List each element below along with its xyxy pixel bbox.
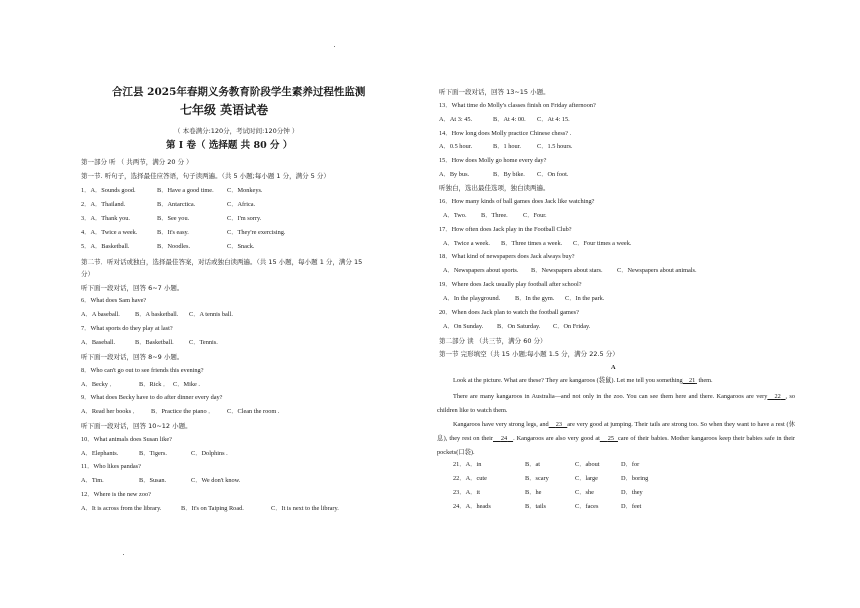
option-c[interactable]: C．In the park.	[565, 295, 605, 302]
option-c[interactable]: C．Africa.	[227, 201, 256, 208]
option-c[interactable]: C．Snack.	[227, 243, 255, 250]
question: 6．What does Sam have?	[81, 297, 147, 304]
passage-label: A	[611, 364, 616, 371]
option-a[interactable]: 2．A．Thailand.	[81, 201, 126, 208]
question: 12．Where is the new zoo?	[81, 491, 151, 498]
option-b[interactable]: B．Newspapers about stars.	[531, 267, 603, 274]
part-heading: 第二部分 读 （共三节，满分 60 分）	[439, 337, 547, 345]
option-a[interactable]: 23．A．it	[453, 489, 480, 496]
option-a[interactable]: A．Read her books ．	[81, 408, 139, 415]
question: 19．Where does Jack usually play football after school?	[439, 281, 582, 288]
passage-text: Look at the picture. What are these? They are kangaroos (袋鼠). Let me tell you something	[453, 377, 683, 384]
passage-text: them.	[696, 377, 713, 384]
speck	[123, 554, 124, 555]
option-c[interactable]: C．faces	[575, 503, 599, 510]
options	[439, 116, 570, 124]
option-a[interactable]: A．Baseball.	[81, 339, 116, 346]
option-a[interactable]: 21．A．in	[453, 461, 482, 468]
passage-text: , so children like to watch them.	[437, 393, 796, 414]
options	[81, 408, 279, 416]
option-a[interactable]: A．Newspapers about sports.	[443, 267, 519, 274]
question: 20．When does Jack plan to watch the football games?	[439, 309, 579, 316]
question: 17．How often does Jack play in the Football Club?	[439, 226, 572, 233]
option-b[interactable]: B．he	[525, 489, 542, 496]
options	[443, 240, 631, 248]
option-a[interactable]: A．Becky ．	[81, 381, 116, 388]
option-c[interactable]: C．Monkeys.	[227, 187, 263, 194]
option-c[interactable]: C．We don't know.	[191, 477, 241, 484]
part-heading: 第一部分 听 （ 共两节，满分 20 分 ）	[81, 158, 193, 166]
option-b[interactable]: B．Rick ．	[139, 381, 170, 388]
blank-22: 22	[774, 393, 781, 400]
option-b[interactable]: B．Practice the piano ．	[151, 408, 215, 415]
option-d[interactable]: D．they	[621, 489, 643, 496]
dialog-instruction: 听下面一段对话，回答 6~7 小题。	[81, 284, 184, 292]
option-b[interactable]: B．A basketball.	[135, 311, 179, 318]
option-a[interactable]: 4．A．Twice a week.	[81, 229, 138, 236]
options	[443, 267, 697, 275]
passage-text: There are many kangaroos in Australia—and not only in the zoo. You can see them here and there. Kangaroos are very	[453, 393, 768, 400]
question-row	[81, 229, 286, 237]
options	[81, 450, 228, 458]
option-a[interactable]: 3．A．Thank you.	[81, 215, 130, 222]
option-a[interactable]: A．Tim.	[81, 477, 104, 484]
option-b[interactable]: B．at	[525, 461, 541, 468]
exam-title: 合江县 2025年春期义务教育阶段学生素养过程性监测	[112, 86, 366, 98]
option-b[interactable]: B．Three times a week.	[501, 240, 563, 247]
option-b[interactable]: B．Susan.	[139, 477, 167, 484]
option-c[interactable]: C．On foot.	[537, 171, 569, 178]
options	[81, 505, 339, 513]
option-c[interactable]: C．large	[575, 475, 598, 482]
options	[81, 339, 218, 347]
option-c[interactable]: C．Newspapers about animals.	[617, 267, 697, 274]
question: 8．Who can't go out to see friends this evening?	[81, 367, 204, 374]
passage-text: Kangaroos have very strong legs, and	[453, 421, 549, 428]
dialog-instruction: 听下面一段对话，回答 13~15 小题。	[439, 88, 550, 96]
passage-paragraph	[437, 374, 795, 388]
option-b[interactable]: B．Tigers.	[139, 450, 167, 457]
options	[81, 477, 240, 485]
option-c[interactable]: C．On Friday.	[553, 323, 591, 330]
section-heading: 第一节 完形填空（共 15 小题;每小题 1.5 分，满分 22.5 分）	[439, 350, 619, 358]
option-a[interactable]: A．A baseball.	[81, 311, 120, 318]
dialog-instruction: 听下面一段对话，回答 8~9 小题。	[81, 353, 184, 361]
question: 18．What kind of newspapers does Jack always buy?	[439, 253, 575, 260]
question: 13．What time do Molly's classes finish on Friday afternoon?	[439, 102, 596, 109]
option-a[interactable]: A．At 3: 45.	[439, 116, 473, 123]
options	[439, 143, 573, 151]
question-row	[81, 201, 255, 209]
options	[443, 323, 590, 331]
monologue-instruction: 听独白，选出最佳选项，独白读两遍。	[439, 184, 550, 192]
option-b[interactable]: B．Antarctica.	[157, 201, 196, 208]
question-row	[81, 215, 261, 223]
option-d[interactable]: D．for	[621, 461, 640, 468]
cloze-row	[453, 489, 643, 497]
passage-paragraph	[437, 418, 795, 460]
option-c[interactable]: C．Dolphins .	[191, 450, 228, 457]
option-a[interactable]: 5．A．Basketball.	[81, 243, 130, 250]
option-a[interactable]: 24．A．heads	[453, 503, 491, 510]
option-b[interactable]: B．Noodles.	[157, 243, 191, 250]
option-b[interactable]: B．scary	[525, 475, 549, 482]
passage-text: . Kangaroos are also very good at	[513, 435, 600, 442]
option-c[interactable]: C．Four.	[523, 212, 547, 219]
option-c[interactable]: C．Tennis.	[189, 339, 218, 346]
speck	[334, 46, 335, 47]
option-b[interactable]: B．Have a good time.	[157, 187, 214, 194]
blank-21: 21	[689, 377, 696, 384]
cloze-row	[453, 503, 641, 511]
section-heading: 第二节．听对话或独白，选择最佳答案，对话或独白读两遍。（共 15 小题，每小题 1 分，满分 15	[81, 258, 363, 266]
passage-text: care of their babies. Mother kangaroos keep their babies safe in their pockets(口袋).	[437, 435, 795, 456]
options	[443, 212, 547, 220]
option-c[interactable]: C．They're exercising.	[227, 229, 286, 236]
option-a[interactable]: A．Twice a week.	[443, 240, 490, 247]
question: 7．What sports do they play at last?	[81, 325, 173, 332]
option-b[interactable]: B．1 hour.	[493, 143, 521, 150]
passage-text: are very good at jumping. Their tails are strong too. So when they want to have a rest (休息), they rest on their	[437, 421, 796, 442]
blank-25: 25	[607, 435, 615, 442]
cloze-row	[453, 475, 648, 483]
option-c[interactable]: C．I'm sorry.	[227, 215, 262, 222]
option-a[interactable]: A．Two.	[443, 212, 467, 219]
option-a[interactable]: A．By bus.	[439, 171, 470, 178]
exam-info: （ 本卷满分:120分，考试时间:120分钟 ）	[174, 127, 299, 135]
volume-heading: 第 I 卷（ 选择题 共 80 分 ）	[166, 140, 293, 151]
question: 11．Who likes pandas?	[81, 463, 141, 470]
option-a[interactable]: A．On Sunday.	[443, 323, 484, 330]
question: 15．How does Molly go home every day?	[439, 157, 547, 164]
options	[81, 311, 233, 319]
option-c[interactable]: C．she	[575, 489, 594, 496]
dialog-instruction: 听下面一段对话，回答 10~12 小题。	[81, 422, 192, 430]
options	[81, 381, 200, 389]
passage-paragraph	[437, 390, 795, 418]
exam-subtitle: 七年级 英语试卷	[180, 103, 269, 117]
question: 10．What animals does Susan like?	[81, 436, 172, 443]
section-heading-cont: 分）	[81, 270, 94, 278]
option-c[interactable]: C．At 4: 15.	[537, 116, 570, 123]
cloze-row	[453, 461, 639, 469]
option-b[interactable]: B．tails	[525, 503, 546, 510]
option-c[interactable]: C．It is next to the library.	[271, 505, 339, 512]
question-row	[81, 243, 254, 251]
option-b[interactable]: B．At 4: 00.	[493, 116, 526, 123]
option-b[interactable]: B．Three.	[481, 212, 508, 219]
options	[439, 171, 569, 179]
options	[443, 295, 604, 303]
option-b[interactable]: B．In the gym.	[515, 295, 555, 302]
question: 9．What does Becky have to do after dinner every day?	[81, 394, 223, 401]
option-c[interactable]: C．A tennis ball.	[189, 311, 233, 318]
question: 16．How many kinds of ball games does Jack like watching?	[439, 198, 595, 205]
option-a[interactable]: 22．A．cute	[453, 475, 487, 482]
section-heading: 第一节. 听句子，选择最佳应答语，句子读两遍。（共 5 小题;每小题 1 分，满分 5 分）	[81, 172, 330, 180]
option-b[interactable]: B．It's easy.	[157, 229, 189, 236]
option-a[interactable]: A．It is across from the library.	[81, 505, 162, 512]
option-a[interactable]: A．In the playground.	[443, 295, 501, 302]
option-c[interactable]: C．Clean the room .	[227, 408, 280, 415]
question-row	[81, 187, 263, 195]
option-c[interactable]: C．1.5 hours.	[537, 143, 573, 150]
option-b[interactable]: B．On Saturday.	[497, 323, 541, 330]
option-c[interactable]: C．Mike .	[173, 381, 200, 388]
blank-24: 24	[500, 435, 508, 442]
option-b[interactable]: B．By bike.	[493, 171, 525, 178]
option-d[interactable]: D．feet	[621, 503, 642, 510]
option-a[interactable]: A．Elephants.	[81, 450, 119, 457]
question: 14．How long does Molly practice Chinese chess? .	[439, 130, 572, 137]
option-a[interactable]: 1．A．Sounds good.	[81, 187, 136, 194]
option-b[interactable]: B．Basketball.	[135, 339, 174, 346]
option-d[interactable]: D．boring	[621, 475, 649, 482]
option-b[interactable]: B．See you.	[157, 215, 190, 222]
option-b[interactable]: B．It's on Taiping Road.	[181, 505, 244, 512]
option-c[interactable]: C．Four times a week.	[573, 240, 632, 247]
option-a[interactable]: A．0.5 hour.	[439, 143, 473, 150]
blank-23: 23	[555, 421, 562, 428]
option-c[interactable]: C．about	[575, 461, 600, 468]
